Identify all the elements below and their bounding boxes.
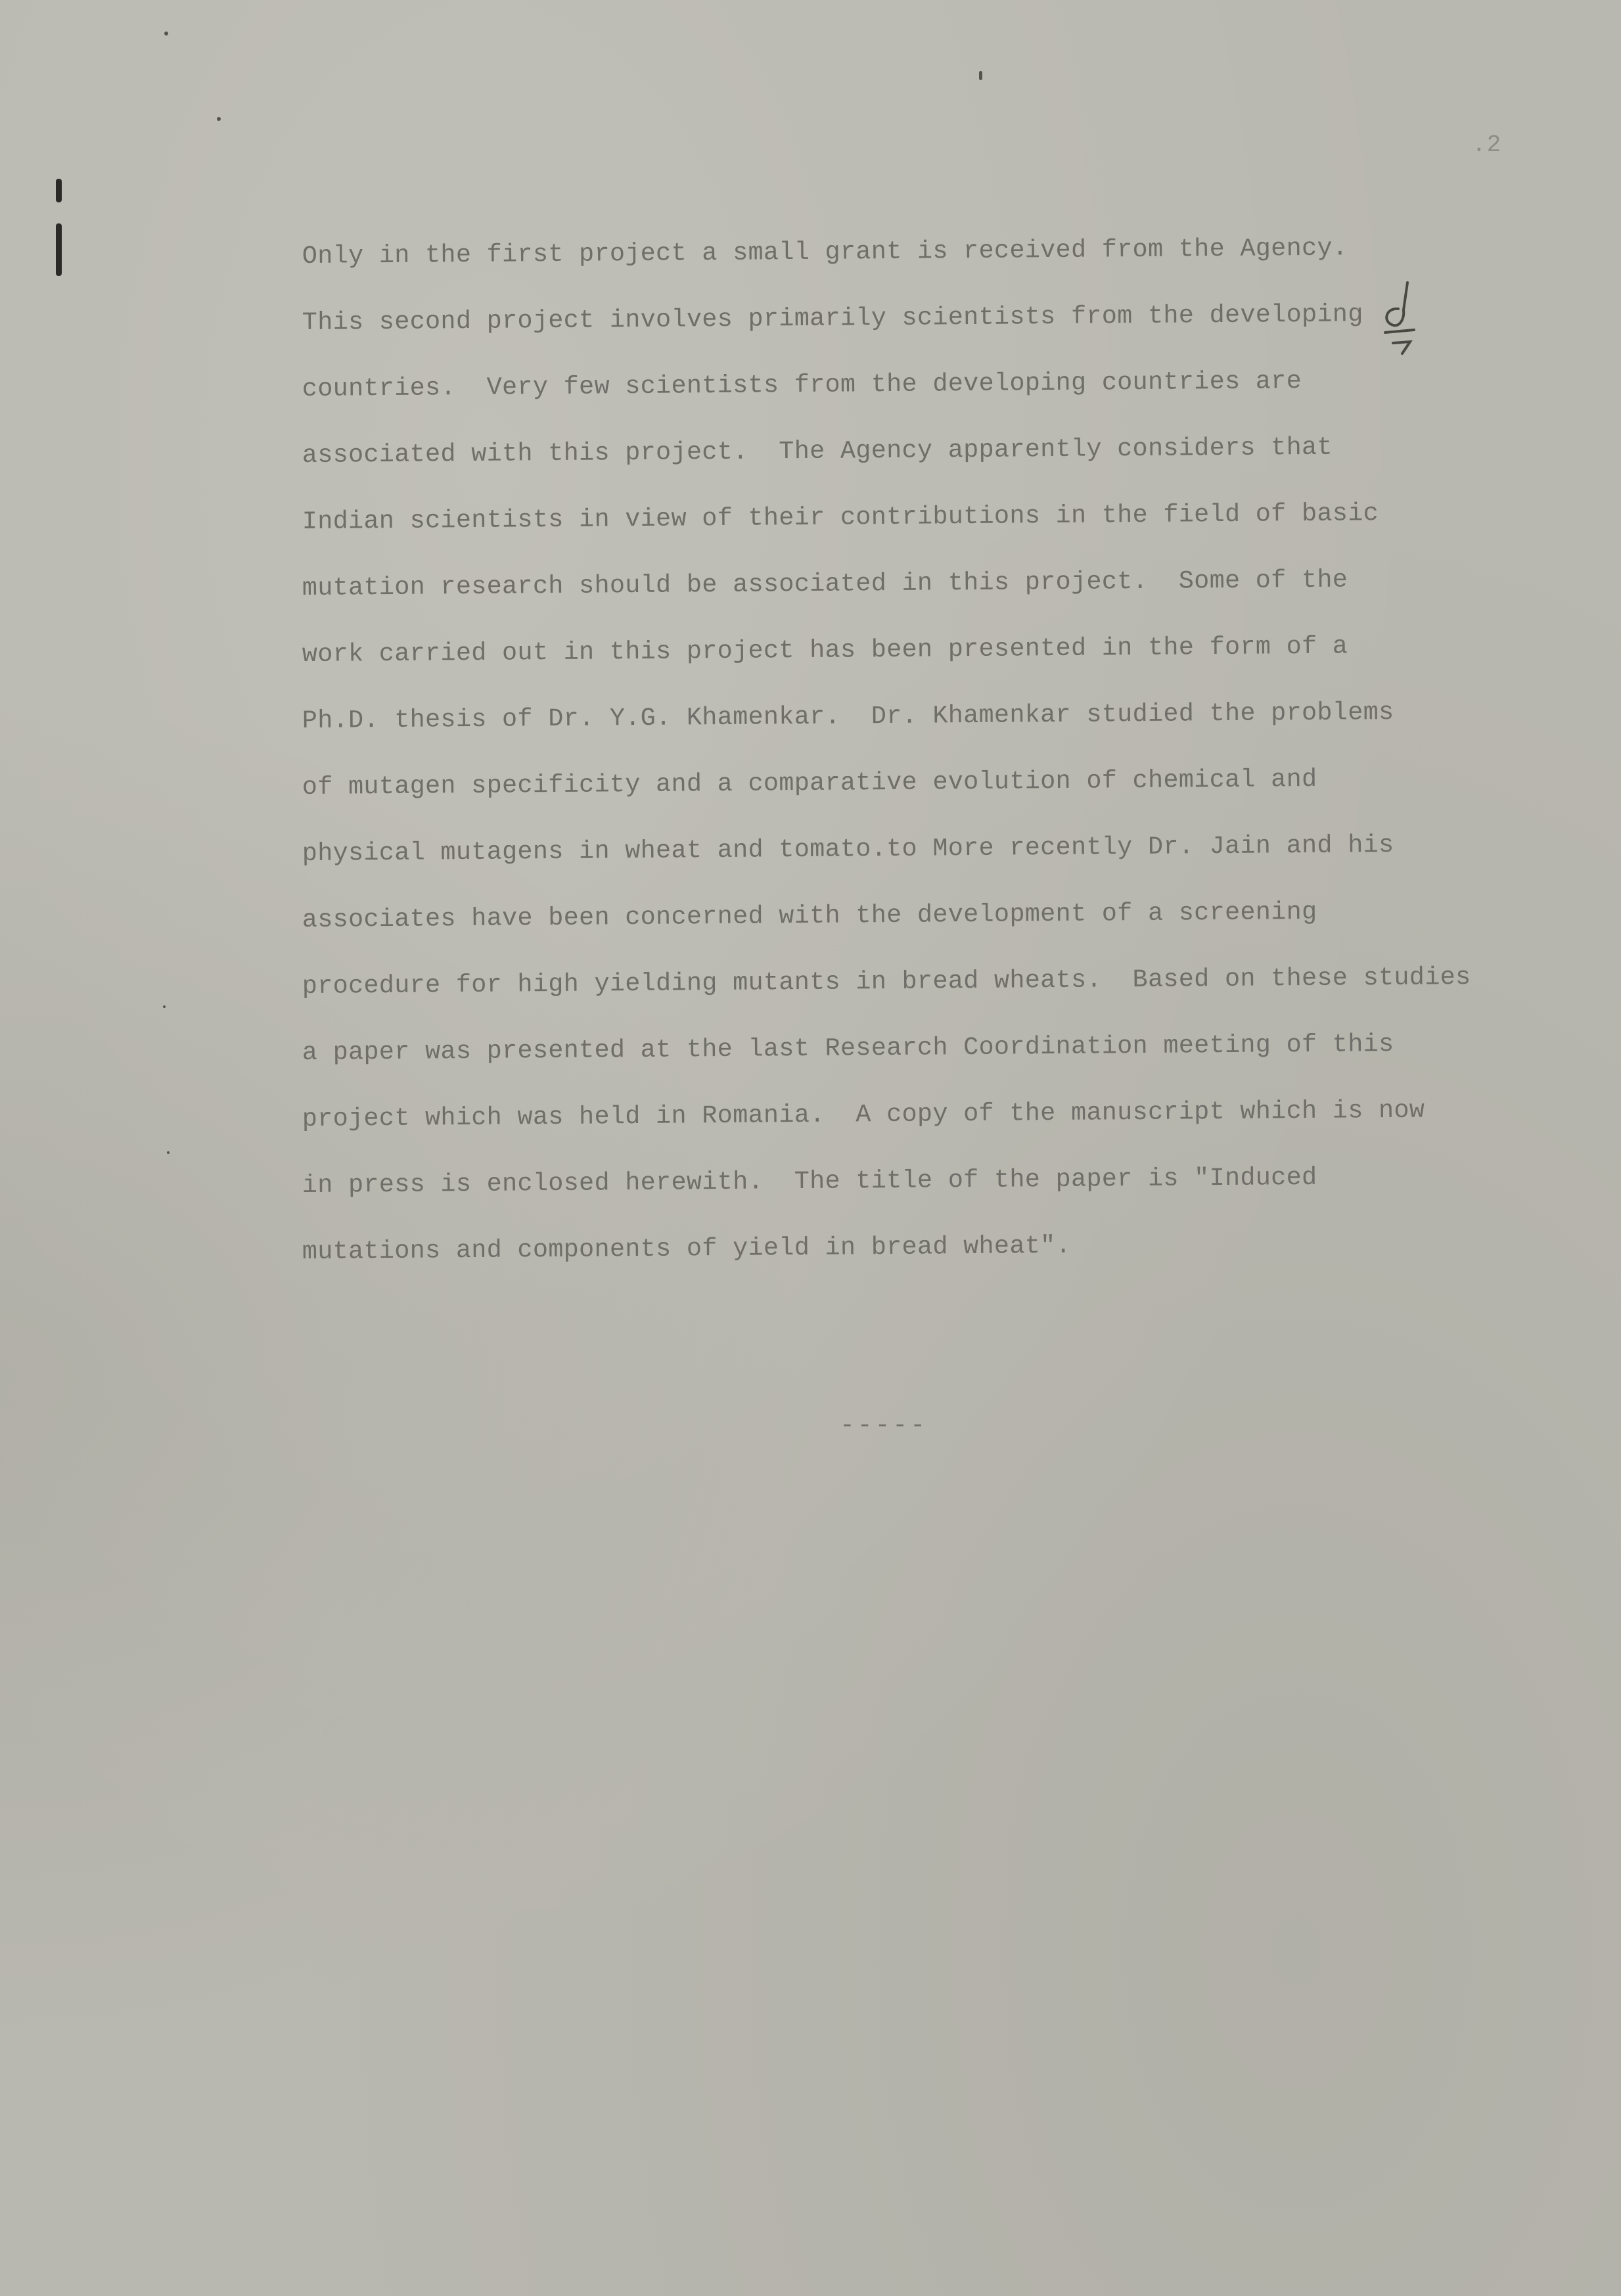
text-line: countries. Very few scientists from the developing countries are <box>302 367 1302 403</box>
paper-speck <box>164 32 168 35</box>
text-line: mutation research should be associated in this project. Some of the <box>302 565 1348 603</box>
text-line: associated with this project. The Agency apparently considers that <box>302 432 1333 470</box>
text-line: mutations and components of yield in bread wheat". <box>302 1231 1072 1266</box>
paper-speck <box>217 117 221 121</box>
paper-speck <box>163 1005 166 1008</box>
page-number: .2 <box>1472 131 1502 158</box>
section-separator: ----- <box>840 1412 928 1440</box>
text-line: in press is enclosed herewith. The title of the paper is "Induced <box>302 1162 1317 1200</box>
text-line: project which was held in Romania. A copy of the manuscript which is now <box>302 1095 1425 1134</box>
paper-speck <box>167 1151 170 1154</box>
text-line: Only in the first project a small grant is received from the Agency. <box>302 233 1348 271</box>
text-line: physical mutagens in wheat and tomato.to More recently Dr. Jain and his <box>302 830 1394 868</box>
binding-mark-bottom <box>56 223 62 276</box>
text-line: Indian scientists in view of their contributions in the field of basic <box>302 499 1379 536</box>
paper-speck <box>979 71 982 80</box>
text-line: procedure for high yielding mutants in bread wheats. Based on these studies <box>302 963 1471 1001</box>
text-line: of mutagen specificity and a comparative evolution of chemical and <box>302 764 1317 802</box>
text-line: a paper was presented at the last Research Coordination meeting of this <box>302 1029 1394 1067</box>
text-line: This second project involves primarily scientists from the developing <box>302 300 1363 337</box>
text-line: work carried out in this project has been presented in the form of a <box>302 631 1348 669</box>
text-line: associates have been concerned with the development of a screening <box>302 897 1317 934</box>
body-text <box>302 233 1551 1298</box>
text-line: Ph.D. thesis of Dr. Y.G. Khamenkar. Dr. Khamenkar studied the problems <box>302 697 1394 735</box>
binding-mark-top <box>56 179 62 202</box>
